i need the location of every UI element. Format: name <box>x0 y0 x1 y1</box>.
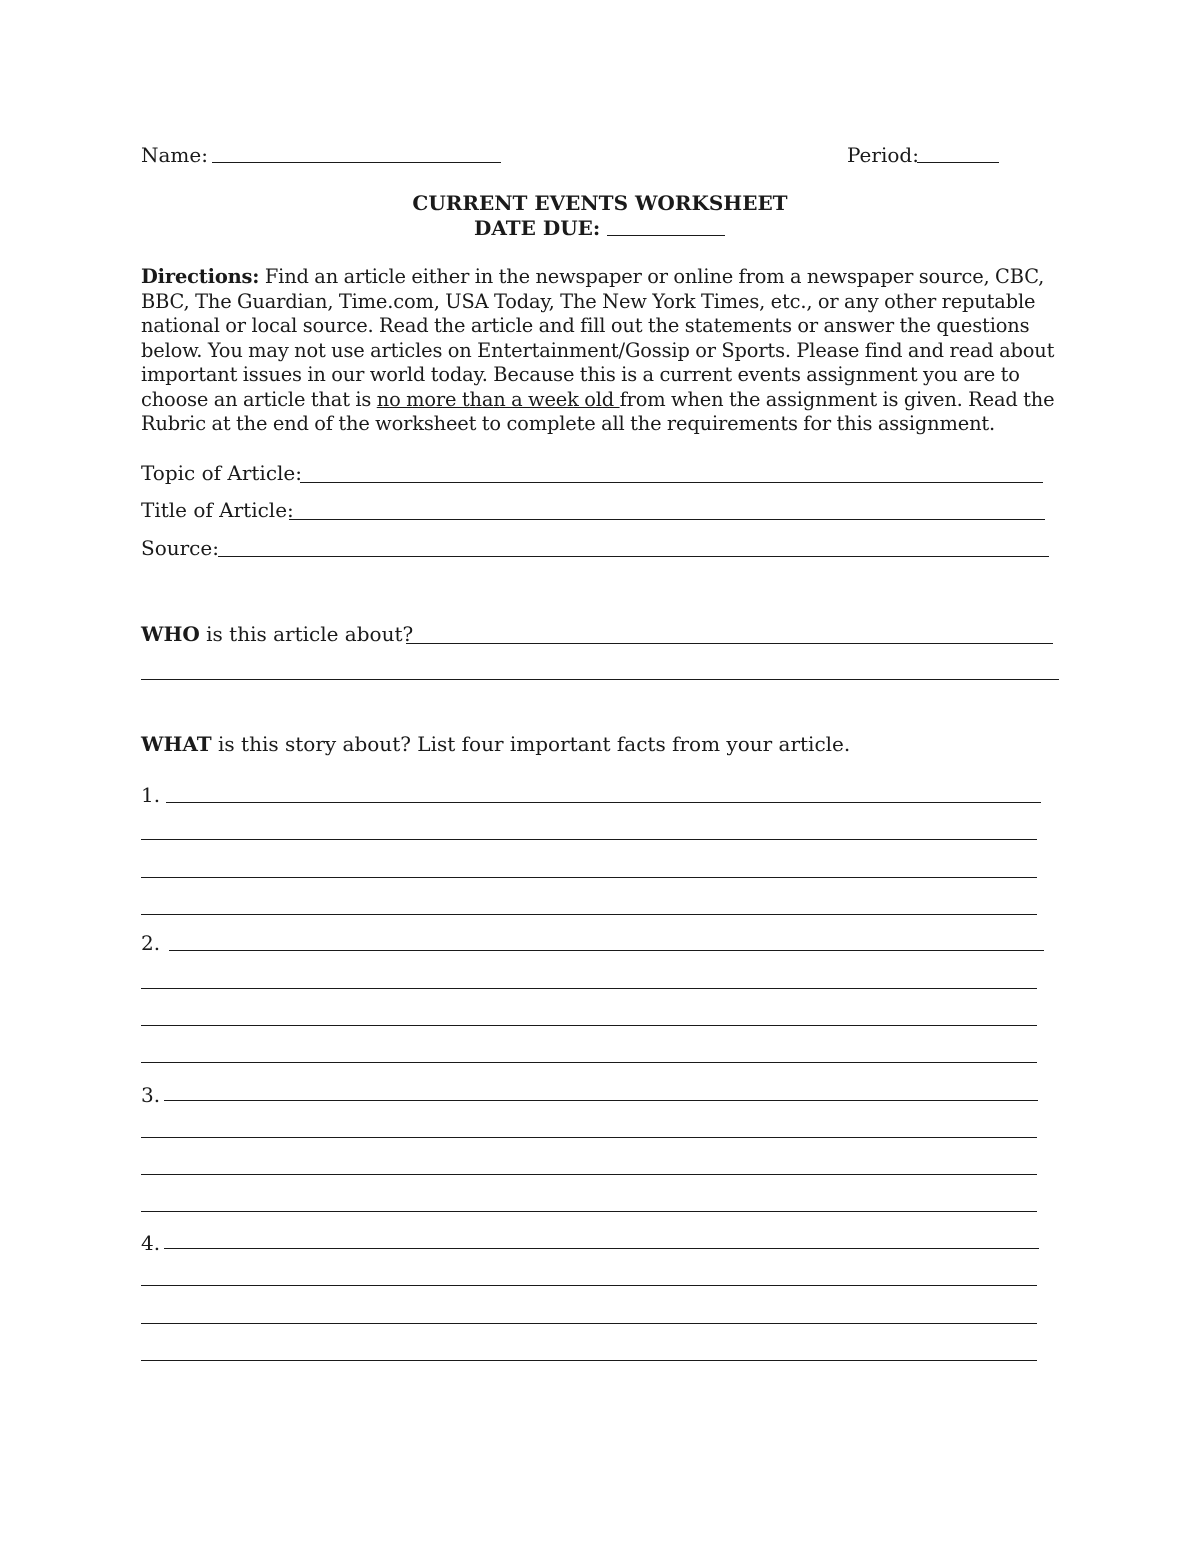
title-of-article-label: Title of Article: <box>141 498 294 522</box>
fact-4-line-2[interactable] <box>141 1285 1037 1286</box>
fact-3-line-1[interactable] <box>164 1100 1038 1101</box>
fact-3-line-4[interactable] <box>141 1211 1037 1212</box>
fact-3-line-2[interactable] <box>141 1137 1037 1138</box>
what-label: WHAT <box>141 732 212 756</box>
source-label: Source: <box>141 536 219 560</box>
fact-3-line-3[interactable] <box>141 1174 1037 1175</box>
fact-4-line-1[interactable] <box>164 1248 1039 1249</box>
directions-line-1: Find an article either in the newspaper or online from a newspaper source, CBC, <box>259 265 1045 288</box>
source-field[interactable] <box>218 556 1049 557</box>
fact-number-1: 1. <box>141 783 161 807</box>
period-field[interactable] <box>917 162 999 163</box>
date-due-label: DATE DUE: <box>474 216 601 240</box>
who-label: WHO <box>141 622 200 646</box>
directions-line-5: important issues in our world today. Because this is a current events assignment you are to <box>141 363 1020 386</box>
fact-2-line-4[interactable] <box>141 1062 1037 1063</box>
fact-4-line-3[interactable] <box>141 1323 1037 1324</box>
what-text: is this story about? List four important facts from your article. <box>211 732 851 756</box>
fact-2-line-1[interactable] <box>169 950 1044 951</box>
fact-number-2: 2. <box>141 931 161 955</box>
fact-2-line-2[interactable] <box>141 988 1037 989</box>
title-of-article-field[interactable] <box>289 519 1045 520</box>
fact-1-line-1[interactable] <box>166 802 1041 803</box>
fact-1-line-3[interactable] <box>141 877 1037 878</box>
directions-line-6-start: choose an article that is <box>141 387 377 411</box>
fact-1-line-2[interactable] <box>141 839 1037 840</box>
worksheet-title: CURRENT EVENTS WORKSHEET <box>412 191 788 215</box>
period-label: Period: <box>847 143 919 167</box>
topic-label: Topic of Article: <box>141 461 302 485</box>
week-old-emphasis: no more than a week old <box>376 387 620 411</box>
who-question <box>141 622 413 646</box>
who-answer-line-2[interactable] <box>141 679 1059 680</box>
fact-1-line-4[interactable] <box>141 914 1037 915</box>
directions-line-7: Rubric at the end of the worksheet to complete all the requirements for this assignment. <box>141 412 996 435</box>
directions-line-3: national or local source. Read the article and fill out the statements or answer the questions <box>141 314 1030 337</box>
name-field[interactable] <box>212 162 501 163</box>
fact-number-4: 4. <box>141 1231 161 1255</box>
who-answer-line-1[interactable] <box>406 643 1053 644</box>
fact-number-3: 3. <box>141 1083 161 1107</box>
fact-4-line-4[interactable] <box>141 1360 1037 1361</box>
directions-label: Directions: <box>141 265 260 288</box>
topic-field[interactable] <box>300 482 1043 483</box>
who-text: is this article about? <box>199 622 414 646</box>
directions-line-6-end: from when the assignment is given. Read the <box>619 387 1055 411</box>
name-label: Name: <box>141 143 208 167</box>
directions-paragraph <box>141 265 1061 437</box>
directions-line-2: BBC, The Guardian, Time.com, USA Today, The New York Times, etc., or any other reputable <box>141 289 1036 313</box>
what-question <box>141 732 850 756</box>
directions-line-4: below. You may not use articles on Entertainment/Gossip or Sports. Please find and read about <box>141 338 1055 362</box>
date-due-field[interactable] <box>607 235 725 236</box>
fact-2-line-3[interactable] <box>141 1025 1037 1026</box>
